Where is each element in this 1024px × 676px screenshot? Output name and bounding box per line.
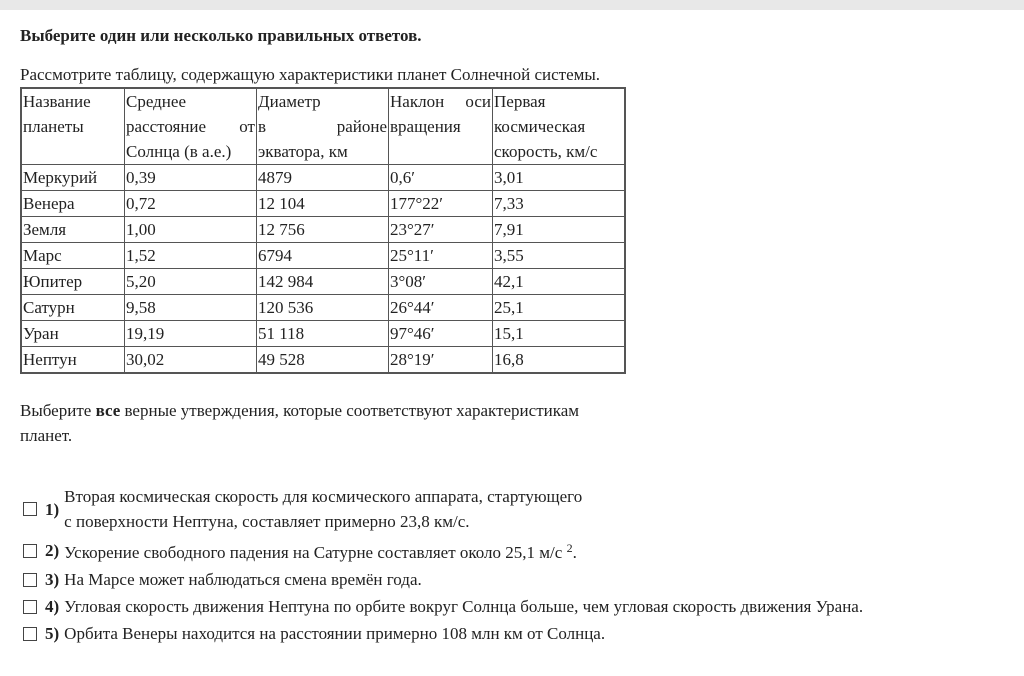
planet-name-cell: Юпитер: [21, 269, 125, 295]
top-bar: [0, 0, 1024, 10]
option-text: На Марсе может наблюдаться смена времён года.: [64, 570, 422, 589]
table-cell: 9,58: [125, 295, 257, 321]
checkbox-3[interactable]: [23, 573, 37, 587]
table-cell: 25,1: [493, 295, 626, 321]
option-text: [64, 484, 582, 534]
table-cell: 25°11′: [389, 243, 493, 269]
planet-name-cell: Меркурий: [21, 165, 125, 191]
table-cell: 3°08′: [389, 269, 493, 295]
option-text: [64, 536, 577, 565]
header-line: в районе: [258, 117, 387, 136]
header-tilt: [389, 88, 493, 165]
option-main: Ускорение свободного падения на Сатурне составляет около 25,1 м/с: [64, 543, 567, 562]
planet-name-cell: Уран: [21, 321, 125, 347]
intro-text: Рассмотрите таблицу, содержащую характеристики планет Солнечной системы.: [20, 65, 601, 84]
option-end: .: [572, 543, 577, 562]
planet-name-cell: Марс: [21, 243, 125, 269]
table-row: [21, 295, 625, 321]
table-cell: 42,1: [493, 269, 626, 295]
table-cell: 5,20: [125, 269, 257, 295]
checkbox-1[interactable]: [23, 502, 37, 516]
table-cell: 6794: [257, 243, 389, 269]
question-after: верные утверждения, которые соответствуют характеристикам планет.: [20, 401, 580, 445]
option-number: 4): [45, 597, 60, 616]
planet-name-cell: Венера: [21, 191, 125, 217]
option-superscript: 2: [566, 541, 573, 555]
header-line: Название: [23, 92, 91, 111]
header-diameter: [257, 88, 389, 165]
table-cell: 7,33: [493, 191, 626, 217]
table-cell: 7,91: [493, 217, 626, 243]
table-cell: 1,00: [125, 217, 257, 243]
table-cell: 0,72: [125, 191, 257, 217]
answer-option-4[interactable]: [20, 594, 1010, 619]
table-cell: 4879: [257, 165, 389, 191]
header-line: Среднее: [126, 92, 186, 111]
option-line: с поверхности Нептуна, составляет примерно 23,8 км/с.: [64, 512, 470, 531]
option-number: 2): [45, 541, 60, 560]
header-name: [21, 88, 125, 165]
table-cell: 30,02: [125, 347, 257, 374]
header-line: Солнца (в а.е.): [126, 142, 232, 161]
planet-name-cell: Земля: [21, 217, 125, 243]
header-velocity: [493, 88, 626, 165]
table-row: [21, 347, 625, 374]
header-line: планеты: [23, 117, 84, 136]
table-row: [21, 191, 625, 217]
table-header-row: [21, 88, 625, 165]
table-cell: 28°19′: [389, 347, 493, 374]
option-number: 3): [45, 570, 60, 589]
option-text: Угловая скорость движения Нептуна по орбите вокруг Солнца больше, чем угловая скорость движения Урана.: [64, 597, 864, 616]
answer-option-2[interactable]: [20, 536, 1010, 565]
table-row: [21, 243, 625, 269]
table-body: [21, 165, 625, 374]
question-before: Выберите: [20, 401, 96, 420]
checkbox-2[interactable]: [23, 544, 37, 558]
header-line: экватора, км: [258, 142, 348, 161]
header-line: космическая: [494, 117, 586, 136]
header-line: Наклон оси: [390, 92, 491, 111]
table-row: [21, 165, 625, 191]
table-cell: 1,52: [125, 243, 257, 269]
answer-option-5[interactable]: [20, 621, 1010, 646]
answer-options: [20, 484, 1010, 646]
header-line: вращения: [390, 117, 461, 136]
table-cell: 12 104: [257, 191, 389, 217]
table-cell: 120 536: [257, 295, 389, 321]
table-cell: 26°44′: [389, 295, 493, 321]
table-cell: 3,01: [493, 165, 626, 191]
option-number: 1): [45, 499, 60, 519]
question-text: [20, 398, 630, 448]
table-cell: 0,39: [125, 165, 257, 191]
table-row: [21, 217, 625, 243]
header-line: Первая: [494, 92, 546, 111]
header-distance: [125, 88, 257, 165]
table-cell: 23°27′: [389, 217, 493, 243]
table-cell: 15,1: [493, 321, 626, 347]
planet-name-cell: Нептун: [21, 347, 125, 374]
answer-option-1[interactable]: [20, 484, 1010, 534]
table-cell: 177°22′: [389, 191, 493, 217]
table-cell: 97°46′: [389, 321, 493, 347]
header-line: Диаметр: [258, 92, 321, 111]
answer-option-3[interactable]: [20, 567, 1010, 592]
planet-name-cell: Сатурн: [21, 295, 125, 321]
table-row: [21, 269, 625, 295]
checkbox-5[interactable]: [23, 627, 37, 641]
header-line: скорость, км/с: [494, 142, 598, 161]
table-cell: 19,19: [125, 321, 257, 347]
table-cell: 3,55: [493, 243, 626, 269]
header-line: расстояние от: [126, 117, 255, 136]
planets-table: [20, 87, 626, 374]
option-number: 5): [45, 624, 60, 643]
question-content: [20, 26, 1010, 648]
instruction-text: Выберите один или несколько правильных ответов.: [20, 26, 422, 45]
table-cell: 12 756: [257, 217, 389, 243]
table-row: [21, 321, 625, 347]
table-cell: 0,6′: [389, 165, 493, 191]
table-cell: 16,8: [493, 347, 626, 374]
table-cell: 142 984: [257, 269, 389, 295]
option-line: Вторая космическая скорость для космического аппарата, стартующего: [64, 487, 583, 506]
table-cell: 51 118: [257, 321, 389, 347]
option-text: Орбита Венеры находится на расстоянии примерно 108 млн км от Солнца.: [64, 624, 606, 643]
checkbox-4[interactable]: [23, 600, 37, 614]
question-emphasis: все: [95, 401, 121, 420]
table-cell: 49 528: [257, 347, 389, 374]
